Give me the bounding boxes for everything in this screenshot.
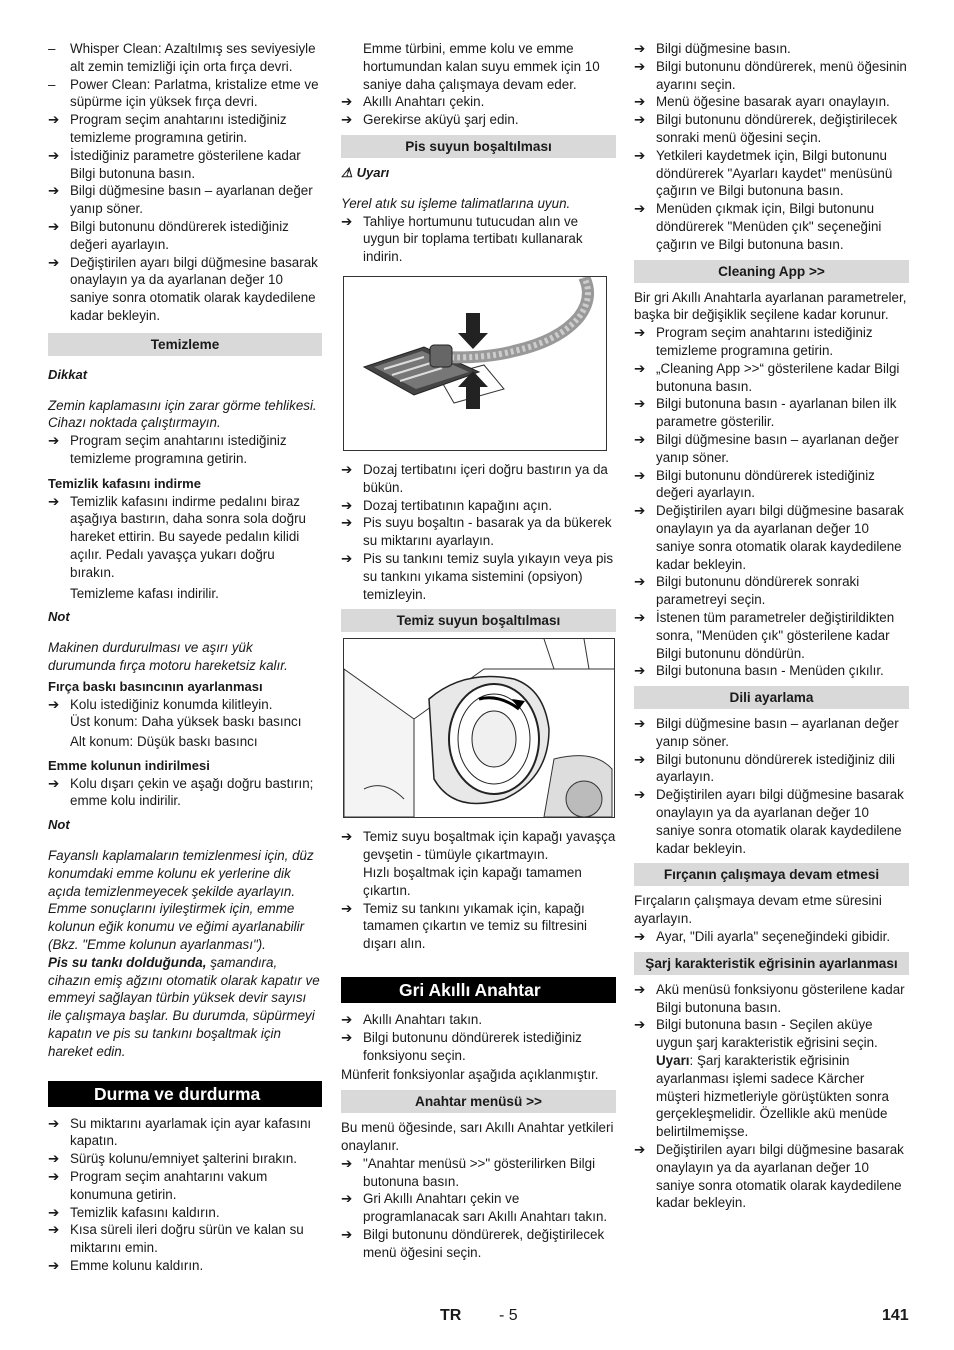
- list-item: ➔ Menü öğesine basarak ayarı onaylayın.: [634, 94, 890, 110]
- arrow-icon: ➔: [634, 147, 646, 163]
- list-item: ➔ Bilgi butonuna basın - Menüden çıkılır.: [634, 663, 884, 679]
- arrow-icon: ➔: [48, 147, 60, 163]
- arrow-icon: ➔: [341, 829, 353, 845]
- list-item: ➔ Bilgi düğmesine basın – ayarlanan değer yanıp söner.: [634, 431, 899, 465]
- list-item: ➔ Kolu dışarı çekin ve aşağı doğru bastırın; emme kolu indirilir.: [48, 775, 314, 809]
- column-right: [634, 40, 909, 1212]
- footer-language: TR: [440, 1307, 462, 1324]
- arrow-icon: ➔: [634, 609, 646, 625]
- arrow-icon: ➔: [341, 1191, 353, 1207]
- arrow-icon: ➔: [634, 716, 646, 732]
- column-left: [48, 40, 322, 1275]
- list-item: ➔ Sürüş kolunu/emniyet şalterini bırakın.: [48, 1151, 298, 1167]
- arrow-icon: ➔: [48, 218, 60, 234]
- caution-label: Dikkat: [48, 366, 88, 382]
- arrow-icon: ➔: [48, 493, 60, 509]
- arrow-icon: ➔: [634, 663, 646, 679]
- arrow-icon: ➔: [341, 1226, 353, 1242]
- arrow-icon: ➔: [341, 1155, 353, 1171]
- note-text: Makinen durdurulması ve aşırı yük durumunda fırça motoru hareketsiz kalır.: [48, 640, 288, 673]
- arrow-icon: ➔: [634, 503, 646, 519]
- hose-drawing: [344, 277, 606, 450]
- list-item: ➔ Gerekirse aküyü şarj edin.: [341, 112, 519, 128]
- warning-label: ⚠ Uyarı: [341, 164, 390, 180]
- list-item: ➔ Ayar, "Dili ayarla" seçeneğindeki gibidir.: [634, 929, 891, 945]
- arrow-icon: ➔: [48, 1169, 60, 1185]
- warning-text: Yerel atık su işleme talimatlarına uyun.: [341, 195, 571, 211]
- arrow-icon: ➔: [634, 112, 646, 128]
- arrow-icon: ➔: [634, 396, 646, 412]
- step-list: [48, 111, 322, 325]
- arrow-icon: ➔: [634, 929, 646, 945]
- arrow-icon: ➔: [48, 183, 60, 199]
- note-label: Not: [48, 609, 70, 625]
- fresh-water-cap-illustration: [343, 638, 615, 818]
- arrow-icon: ➔: [341, 497, 353, 513]
- list-item: ➔ İstenen tüm parametreler değiştirildikten sonra, "Menüden çık" gösterilene kadar Bilgi butonunu döndürün.: [634, 609, 895, 661]
- note-text: Pis su tankı dolduğunda, şamandıra, cihazın emiş ağzını otomatik olarak kapatır ve emmeyi sağlayan türbin yüksek devir sayısı ile çalışmaya başlar. Bu durumda, süpürmeyi kapatın ve pis su tankını boşaltmak için hareket edin.: [48, 954, 320, 1059]
- arrow-icon: ➔: [634, 751, 646, 767]
- arrow-icon: ➔: [634, 58, 646, 74]
- info-text: Fırçaların çalışmaya devam etme süresini ayarlayın.: [634, 893, 882, 927]
- section-title-durma: Durma ve durdurma: [48, 1081, 322, 1107]
- section-heading-dil: Dili ayarlama: [634, 686, 909, 709]
- warning-text: Uyarı: Şarj karakteristik eğrisinin ayarlanması işlemi sadece Kärcher müşteri hizmetleriyle görüştükten sonra gerçekleşmelidir. Özellikle akü menüde belirtilmemişse.: [656, 1053, 889, 1140]
- arrow-icon: ➔: [48, 1204, 60, 1220]
- section-heading-cleaning-app: Cleaning App >>: [634, 260, 909, 283]
- list-item: – Whisper Clean: Azaltılmış ses seviyesiyle alt zemin temizliği için orta fırça devri.: [48, 41, 316, 74]
- list-item: ➔ Temiz suyu boşaltmak için kapağı yavaşça gevşetin - tümüyle çıkartmayın.: [341, 829, 616, 863]
- list-item: ➔ Bilgi butonuna basın - ayarlanan bilen ilk parametre gösterilir.: [634, 396, 897, 430]
- list-item: ➔ Değiştirilen ayarı bilgi düğmesine basarak onaylayın ya da ayarlanan değer 10 saniye sonra otomatik olarak kaydedilene kadar bekleyin.: [634, 787, 904, 856]
- info-text: Bu menü öğesinde, sarı Akıllı Anahtar yetkileri onaylanır.: [341, 1120, 614, 1153]
- list-item: – Power Clean: Parlatma, kristalize etme ve süpürme için yüksek fırça devri.: [48, 76, 319, 110]
- section-heading-temizleme: Temizleme: [48, 333, 322, 356]
- arrow-icon: ➔: [341, 112, 353, 128]
- list-item: ➔ Gri Akıllı Anahtarı çekin ve programlanacak sarı Akıllı Anahtarı takın.: [341, 1191, 608, 1225]
- info-text: Bir gri Akıllı Anahtarla ayarlanan parametreler, başka bir değişiklik seçilene kadar korunur.: [634, 289, 907, 323]
- arrow-icon: ➔: [48, 1258, 60, 1274]
- list-item: ➔ Bilgi butonunu döndürerek istediğiniz değeri ayarlayın.: [48, 218, 289, 252]
- list-item: ➔ Kolu istediğiniz konumda kilitleyin.: [48, 696, 273, 712]
- list-item: ➔ Program seçim anahtarını istediğiniz temizleme programına getirin.: [48, 112, 287, 145]
- subheading: Emme kolunun indirilmesi: [48, 757, 210, 773]
- arrow-icon: ➔: [634, 94, 646, 110]
- list-item: ➔ Dozaj tertibatının kapağını açın.: [341, 497, 553, 513]
- arrow-icon: ➔: [341, 1011, 353, 1027]
- section-heading-firca: Fırçanın çalışmaya devam etmesi: [634, 863, 909, 886]
- section-heading-anahtar-menusu: Anahtar menüsü >>: [341, 1090, 616, 1113]
- arrow-icon: ➔: [634, 1017, 646, 1033]
- info-text: Üst konum: Daha yüksek baskı basıncı: [70, 714, 302, 730]
- info-text: Emme türbini, emme kolu ve emme hortumundan kalan suyu emmek için 10 saniye daha çalışmaya devam eder.: [363, 41, 600, 92]
- subheading: Temizlik kafasını indirme: [48, 475, 201, 491]
- arrow-icon: ➔: [341, 1029, 353, 1045]
- result-text: Temizleme kafası indirilir.: [70, 585, 219, 601]
- arrow-icon: ➔: [341, 550, 353, 566]
- caution-text: Zemin kaplamasını için zarar görme tehlikesi. Cihazı noktada çalıştırmayın.: [48, 397, 317, 431]
- arrow-icon: ➔: [341, 900, 353, 916]
- list-item: ➔ Bilgi düğmesine basın – ayarlanan değer yanıp söner.: [634, 716, 899, 749]
- note-label: Not: [48, 817, 70, 833]
- footer-section-page: - 5: [499, 1307, 518, 1324]
- list-item: ➔ Bilgi butonunu döndürerek, değiştirilecek menü öğesini seçin.: [341, 1226, 605, 1260]
- arrow-icon: ➔: [634, 981, 646, 997]
- list-item: ➔ Emme kolunu kaldırın.: [48, 1258, 204, 1274]
- list-item: ➔ Pis suyu boşaltın - basarak ya da bükerek su miktarını ayarlayın.: [341, 515, 612, 549]
- cap-drawing: [344, 639, 614, 817]
- list-item: ➔ Bilgi butonunu döndürerek istediğiniz fonksiyonu seçin.: [341, 1029, 582, 1063]
- drain-hose-illustration: [343, 276, 607, 451]
- arrow-icon: ➔: [48, 775, 60, 791]
- list-item: ➔ Akü menüsü fonksiyonu gösterilene kadar Bilgi butonuna basın.: [634, 981, 905, 1015]
- list-item: ➔ Yetkileri kaydetmek için, Bilgi butonunu döndürerek "Ayarları kaydet" menüsünü çağırın ve Bilgi butonuna basın.: [634, 147, 893, 199]
- note-text: Fayanslı kaplamaların temizlenmesi için, düz konumdaki emme kolunu ek yerlerine dik açıda temizlenmeyecek şekilde ayarlayın.: [48, 848, 314, 899]
- list-item: ➔ Değiştirilen ayarı bilgi düğmesine basarak onaylayın ya da ayarlanan değer 10 saniye sonra otomatik olarak kaydedilene kadar bekleyin.: [634, 503, 904, 572]
- list-item: ➔ Su miktarını ayarlamak için ayar kafasını kapatın.: [48, 1115, 312, 1149]
- list-item: ➔ Bilgi düğmesine basın.: [634, 41, 791, 56]
- arrow-icon: ➔: [634, 467, 646, 483]
- section-heading-sarj: Şarj karakteristik eğrisinin ayarlanması: [634, 952, 909, 975]
- arrow-icon: ➔: [48, 112, 60, 128]
- list-item: ➔ Bilgi butonunu döndürerek istediğiniz dili ayarlayın.: [634, 751, 895, 785]
- arrow-icon: ➔: [341, 94, 353, 110]
- list-item: ➔ „Cleaning App >>“ gösterilene kadar Bilgi butonuna basın.: [634, 360, 900, 394]
- list-item: ➔ Temiz su tankını yıkamak için, kapağı tamamen çıkartın ve temiz su filtresini dışarı alın.: [341, 900, 587, 952]
- arrow-icon: ➔: [48, 254, 60, 270]
- list-item: ➔ Değiştirilen ayarı bilgi düğmesine basarak onaylayın ya da ayarlanan değer 10 saniye sonra otomatik olarak kaydedilene kadar bekleyin.: [48, 254, 318, 323]
- list-item: ➔ Bilgi butonunu döndürerek istediğiniz değeri ayarlayın.: [634, 467, 875, 501]
- subheading: Fırça baskı basıncının ayarlanması: [48, 678, 263, 694]
- list-item: ➔ Program seçim anahtarını vakum konumuna getirin.: [48, 1169, 268, 1202]
- arrow-icon: ➔: [634, 325, 646, 341]
- arrow-icon: ➔: [341, 515, 353, 531]
- list-item: ➔ Temizlik kafasını indirme pedalını biraz aşağıya bastırın, daha sonra sola doğru hareket ettirin. Bu sayede pedalın kilidi açılır. Pedalı yavaşça yukarı doğru bırakın.: [48, 493, 306, 580]
- arrow-icon: ➔: [634, 360, 646, 376]
- list-item: ➔ Akıllı Anahtarı takın.: [341, 1011, 483, 1027]
- list-item: ➔ "Anahtar menüsü >>" gösterilirken Bilgi butonuna basın.: [341, 1155, 596, 1189]
- list-item: ➔ Menüden çıkmak için, Bilgi butonunu döndürerek "Menüden çık" seçeneğini çağırın ve Bilgi butonuna basın.: [634, 201, 882, 252]
- arrow-icon: ➔: [634, 574, 646, 590]
- section-heading-temiz-su: Temiz suyun boşaltılması: [341, 609, 616, 632]
- section-title-gri-anahtar: Gri Akıllı Anahtar: [341, 977, 616, 1003]
- list-item: ➔ Değiştirilen ayarı bilgi düğmesine basarak onaylayın ya da ayarlanan değer 10 saniye sonra otomatik olarak kaydedilene kadar bekleyin.: [634, 1142, 904, 1211]
- list-item: ➔ Bilgi butonunu döndürerek, değiştirilecek sonraki menü öğesini seçin.: [634, 112, 898, 145]
- list-item: ➔ Temizlik kafasını kaldırın.: [48, 1204, 220, 1220]
- list-item: ➔ Kısa süreli ileri doğru sürün ve kalan su miktarını emin.: [48, 1222, 304, 1256]
- note-text: Emme sonuçlarını iyileştirmek için, emme kolunun eğik konumu ve eğimi ayarlanabilir (Bkz. "Emme kolunun ayarlanması").: [48, 901, 305, 953]
- list-item: ➔ Bilgi butonunu döndürerek, menü öğesinin ayarını seçin.: [634, 58, 907, 92]
- dash-marker: –: [48, 41, 56, 56]
- warning-icon: ⚠: [341, 164, 353, 180]
- info-text: Münferit fonksiyonlar aşağıda açıklanmıştır.: [341, 1067, 599, 1083]
- arrow-icon: ➔: [634, 431, 646, 447]
- arrow-icon: ➔: [48, 1115, 60, 1131]
- column-middle: [341, 40, 616, 1261]
- list-item: ➔ İstediğiniz parametre gösterilene kadar Bilgi butonuna basın.: [48, 147, 301, 181]
- arrow-icon: ➔: [48, 1151, 60, 1167]
- list-item: ➔ Tahliye hortumunu tutucudan alın ve uygun bir toplama tertibatı kullanarak indirin.: [341, 213, 583, 265]
- list-item: ➔ Bilgi butonunu döndürerek sonraki parametreyi seçin.: [634, 574, 860, 608]
- info-text: Alt konum: Düşük baskı basıncı: [70, 734, 258, 750]
- dash-marker: –: [48, 76, 56, 92]
- list-item: ➔ Pis su tankını temiz suyla yıkayın veya pis su tankını yıkama sistemini (opsiyon) temizleyin.: [341, 550, 614, 602]
- arrow-icon: ➔: [48, 433, 60, 449]
- footer-page-number: 141: [882, 1307, 909, 1324]
- arrow-icon: ➔: [634, 1142, 646, 1158]
- arrow-icon: ➔: [634, 201, 646, 217]
- list-item: ➔ Bilgi butonuna basın - Seçilen aküye uygun şarj karakteristik eğrisini seçin.: [634, 1017, 878, 1051]
- list-item: ➔ Program seçim anahtarını istediğiniz temizleme programına getirin.: [634, 325, 873, 358]
- info-text: Hızlı boşaltmak için kapağı tamamen çıkartın.: [363, 864, 582, 898]
- arrow-icon: ➔: [48, 696, 60, 712]
- list-item: ➔ Program seçim anahtarını istediğiniz temizleme programına getirin.: [48, 433, 287, 466]
- list-item: ➔ Akıllı Anahtarı çekin.: [341, 94, 485, 110]
- arrow-icon: ➔: [634, 41, 646, 56]
- arrow-icon: ➔: [341, 461, 353, 477]
- list-item: ➔ Bilgi düğmesine basın – ayarlanan değer yanıp söner.: [48, 183, 313, 217]
- arrow-icon: ➔: [341, 213, 353, 229]
- arrow-icon: ➔: [48, 1222, 60, 1238]
- arrow-icon: ➔: [634, 787, 646, 803]
- list-item: ➔ Dozaj tertibatını içeri doğru bastırın ya da bükün.: [341, 461, 608, 495]
- section-heading-pis-su: Pis suyun boşaltılması: [341, 135, 616, 158]
